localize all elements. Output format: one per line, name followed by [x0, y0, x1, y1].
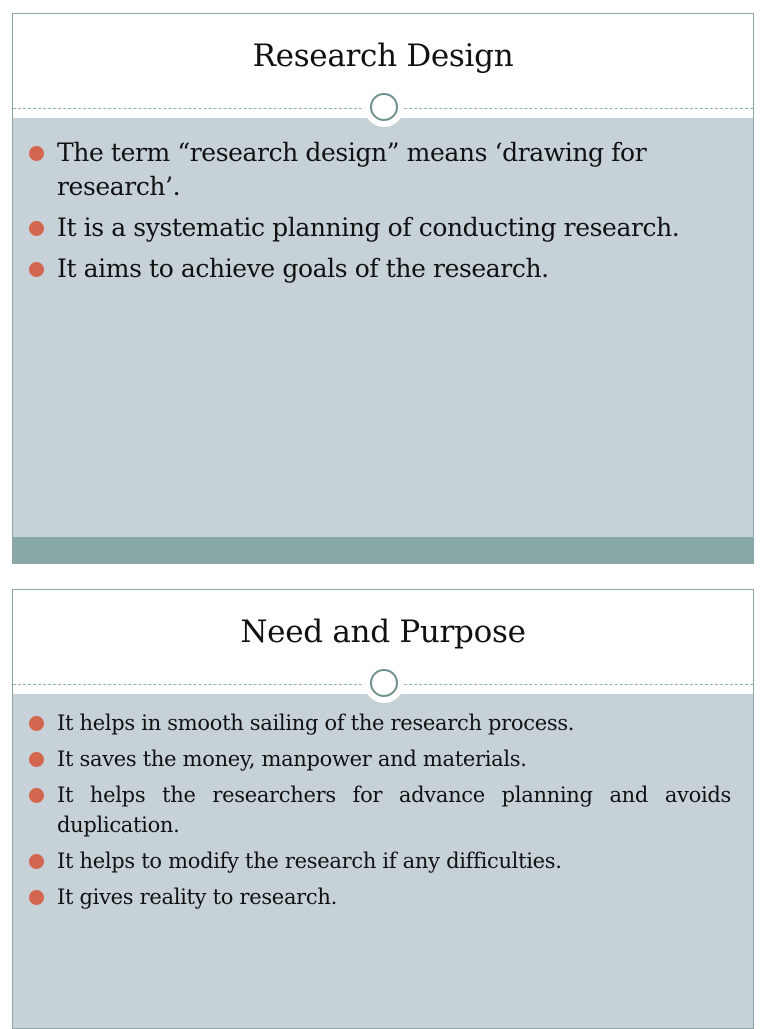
- bullet-item: [27, 882, 731, 912]
- bullet-text: It gives reality to research.: [57, 885, 337, 909]
- bullet-text: It helps in smooth sailing of the research process.: [57, 711, 575, 735]
- slide-body: [13, 694, 753, 1029]
- bullet-item: [27, 708, 731, 738]
- bullet-text: The term “research design” means ‘drawing for research’.: [57, 138, 647, 201]
- bullet-icon: [29, 854, 44, 869]
- bullet-item: [27, 211, 731, 245]
- bullet-icon: [29, 890, 44, 905]
- ring-divider-icon: [364, 87, 404, 127]
- bullet-item: [27, 136, 731, 204]
- bullet-text: It saves the money, manpower and materials.: [57, 747, 527, 771]
- slide-research-design: [12, 13, 754, 564]
- bullet-icon: [29, 146, 44, 161]
- bullet-icon: [29, 788, 44, 803]
- bullet-icon: [29, 716, 44, 731]
- bullet-item: [27, 252, 731, 286]
- bullet-icon: [29, 752, 44, 767]
- bullet-item: [27, 780, 731, 840]
- ring-divider-icon: [364, 663, 404, 703]
- slide-title: Need and Purpose: [240, 614, 526, 650]
- bullet-text: It is a systematic planning of conducting research.: [57, 213, 680, 242]
- slide-need-and-purpose: [12, 589, 754, 1029]
- bullet-list: [27, 136, 731, 293]
- bullet-text: It aims to achieve goals of the research.: [57, 254, 549, 283]
- bullet-item: [27, 846, 731, 876]
- bullet-text: It helps the researchers for advance planning and avoids duplication.: [57, 783, 731, 837]
- slide-title: Research Design: [252, 38, 514, 74]
- bullet-text: It helps to modify the research if any difficulties.: [57, 849, 562, 873]
- bullet-item: [27, 744, 731, 774]
- bullet-list: [27, 708, 731, 918]
- bottom-accent-band: [13, 537, 753, 564]
- bullet-icon: [29, 262, 44, 277]
- slide-body: [13, 118, 753, 537]
- bullet-icon: [29, 221, 44, 236]
